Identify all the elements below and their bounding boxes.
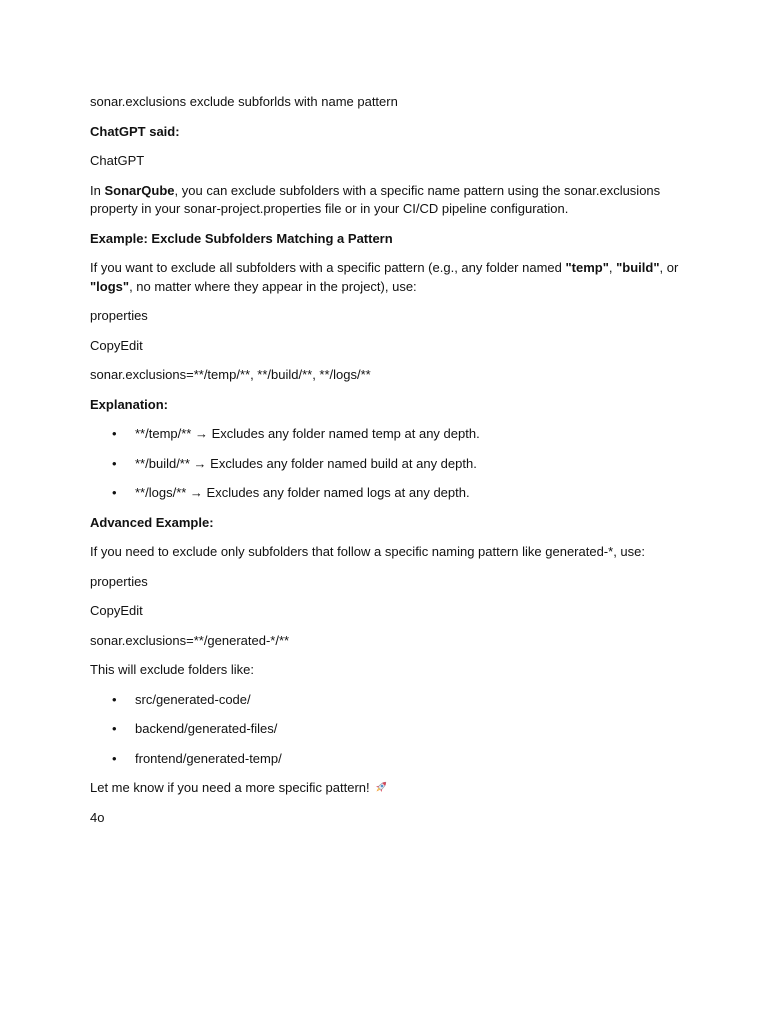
example-text-3: , or [659, 260, 679, 275]
code-line: sonar.exclusions=**/generated-*/** [90, 632, 290, 648]
copy-edit-label: CopyEdit [90, 337, 143, 353]
document-content [90, 93, 686, 838]
list-item [90, 750, 686, 769]
closing-paragraph [90, 779, 686, 798]
bullet-icon: • [112, 485, 117, 500]
bullet-icon: • [112, 426, 117, 441]
advanced-paragraph: If you need to exclude only subfolders that follow a specific naming pattern like generated-*, use: [90, 544, 645, 559]
list-item [90, 484, 686, 503]
intro-text-2: , you can exclude subfolders with a specific name pattern using the sonar.exclusions property in your sonar-project.properties file or in your CI/CD pipeline configuration. [90, 182, 661, 216]
author-name: ChatGPT [90, 153, 145, 168]
example-heading: Example: Exclude Subfolders Matching a Pattern [90, 230, 393, 246]
example-text-2: , [608, 260, 617, 275]
copy-edit-label: CopyEdit [90, 603, 143, 618]
list-item-text: **/logs/** → Excludes any folder named logs at any depth. [135, 485, 470, 500]
code-language-label: properties [90, 308, 148, 323]
intro-bold-sonarqube: SonarQube [104, 182, 175, 198]
explanation-heading-line [90, 396, 686, 415]
folder-list [90, 691, 686, 769]
bullet-icon: • [112, 750, 117, 766]
response-header [90, 123, 686, 142]
list-item [90, 720, 686, 739]
intro-paragraph [90, 182, 686, 219]
example-paragraph [90, 259, 686, 296]
example-heading-line [90, 230, 686, 249]
bullet-icon: • [112, 691, 117, 707]
folders-intro: This will exclude folders like: [90, 662, 255, 677]
closing-text: Let me know if you need a more specific pattern! [90, 780, 370, 795]
explanation-list [90, 425, 686, 503]
advanced-heading: Advanced Example: [90, 514, 214, 530]
advanced-heading-line [90, 514, 686, 533]
model-label: 4o [90, 809, 105, 825]
list-item [90, 455, 686, 474]
example-bold-logs: "logs" [90, 278, 130, 294]
example-bold-temp: "temp" [565, 260, 609, 275]
list-item [90, 425, 686, 444]
list-item [90, 691, 686, 710]
example-text-4: , no matter where they appear in the project), use: [129, 278, 417, 294]
intro-text-1: In [90, 182, 105, 198]
list-item-text: frontend/generated-temp/ [135, 750, 282, 766]
list-item-text: src/generated-code/ [135, 691, 251, 707]
rocket-icon [373, 779, 389, 795]
bullet-icon: • [112, 721, 117, 736]
said-label: ChatGPT said: [90, 123, 180, 139]
example-bold-build: "build" [616, 260, 660, 275]
user-question: sonar.exclusions exclude subforlds with name pattern [90, 94, 398, 109]
list-item-text: **/build/** → Excludes any folder named build at any depth. [135, 455, 477, 471]
list-item-text: **/temp/** → Excludes any folder named temp at any depth. [135, 426, 480, 441]
explanation-heading: Explanation: [90, 396, 169, 412]
code-line: sonar.exclusions=**/temp/**, **/build/**, **/logs/** [90, 367, 371, 382]
code-language-label: properties [90, 573, 148, 589]
example-text-1: If you want to exclude all subfolders with a specific pattern (e.g., any folder named [90, 260, 566, 275]
bullet-icon: • [112, 455, 117, 471]
list-item-text: backend/generated-files/ [135, 721, 278, 736]
